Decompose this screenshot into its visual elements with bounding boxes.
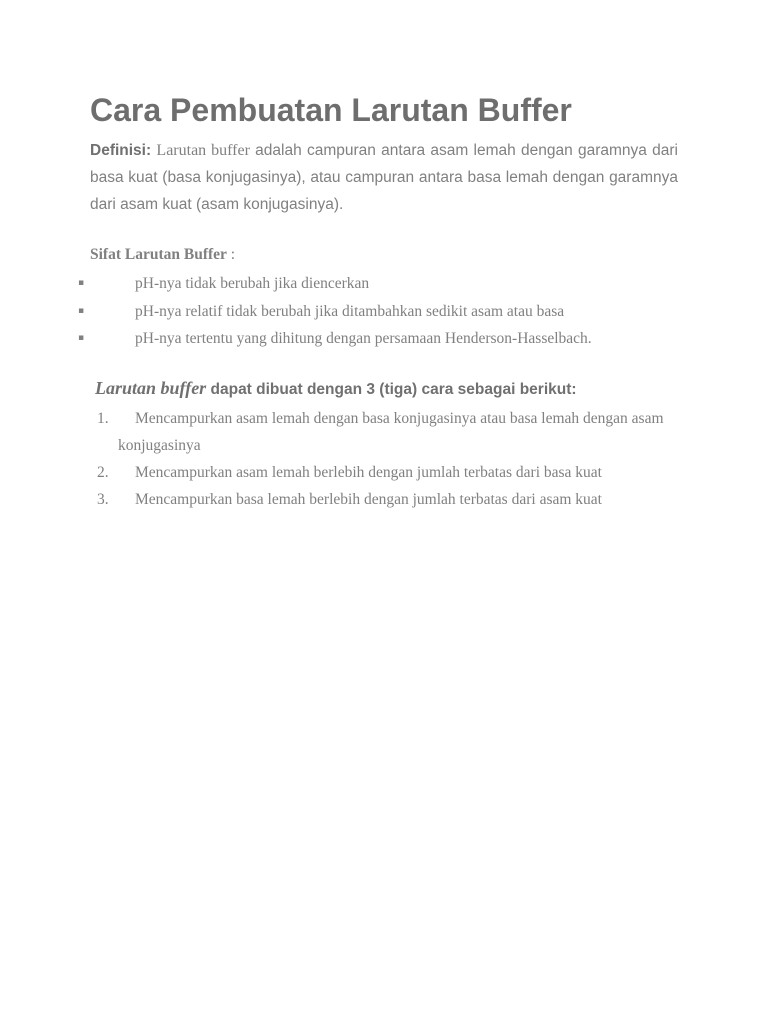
list-item-text: Mencampurkan basa lemah berlebih dengan jumlah terbatas dari asam kuat [135, 491, 602, 508]
properties-heading-label: Sifat Larutan Buffer [90, 246, 227, 263]
definition-label: Definisi: [90, 142, 152, 159]
list-item [0, 459, 680, 486]
list-item [0, 405, 680, 459]
list-item-text: pH-nya tidak berubah jika diencerkan [135, 275, 370, 292]
methods-heading [95, 378, 577, 399]
page-title: Cara Pembuatan Larutan Buffer [90, 92, 572, 128]
list-item-text: Mencampurkan asam lemah dengan basa konjugasinya atau basa lemah dengan asam konjugasinya [118, 410, 664, 454]
definition-term: Larutan buffer [156, 142, 250, 159]
list-item-number: 2. [97, 464, 109, 481]
list-item-text: pH-nya tertentu yang dihitung dengan persamaan Henderson-Hasselbach. [135, 330, 592, 347]
square-bullet-icon: ▪ [78, 305, 85, 316]
list-item-number: 1. [97, 410, 109, 427]
list-item [0, 486, 680, 513]
definition-text: adalah campuran antara asam lemah dengan garamnya dari basa kuat (basa konjugasinya), atau campuran antara basa lemah dengan garamnya dari asam kuat (asam konjugasinya). [90, 142, 679, 213]
methods-list [0, 405, 680, 513]
list-item-number: 3. [97, 491, 109, 508]
definition-paragraph [90, 137, 678, 218]
list-item-text: pH-nya relatif tidak berubah jika ditambahkan sedikit asam atau basa [135, 302, 565, 320]
square-bullet-icon: ▪ [78, 278, 85, 288]
properties-heading-colon: : [226, 246, 236, 263]
methods-heading-text: dapat dibuat dengan 3 (tiga) cara sebagai berikut: [206, 381, 577, 398]
methods-heading-term: Larutan buffer [95, 378, 207, 398]
list-item-text: Mencampurkan asam lemah berlebih dengan jumlah terbatas dari basa kuat [135, 464, 602, 481]
square-bullet-icon: ▪ [78, 333, 85, 343]
properties-heading [90, 246, 235, 264]
